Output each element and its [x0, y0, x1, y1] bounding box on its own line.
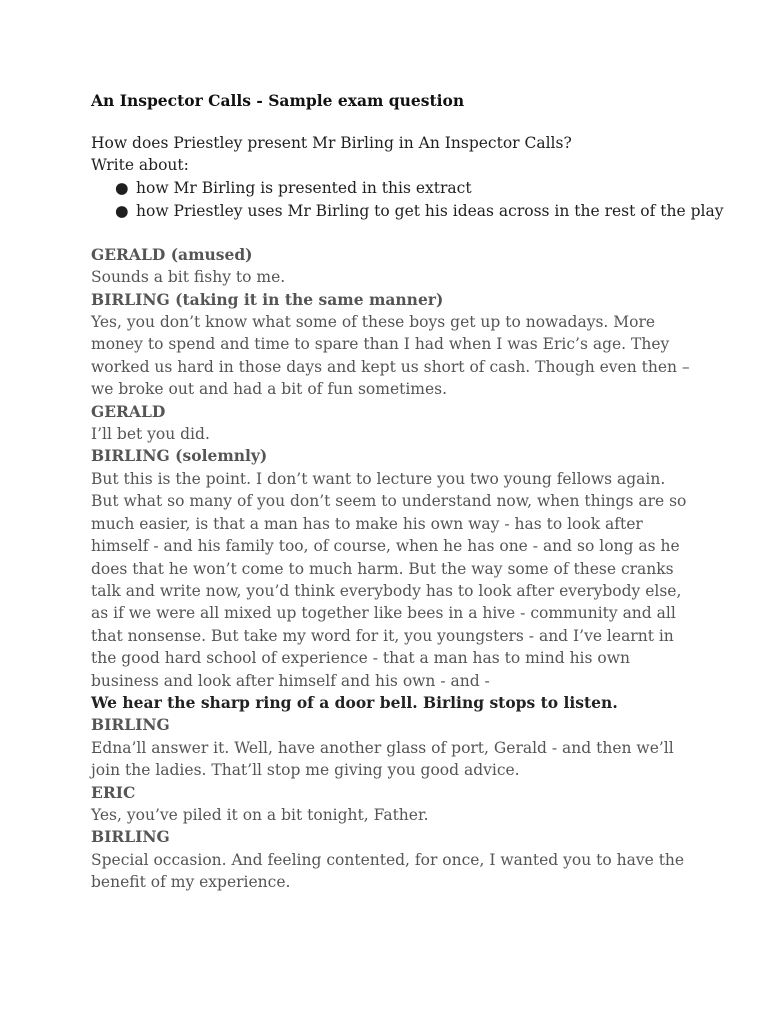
bullet-item — [91, 200, 724, 223]
document-title: An Inspector Calls - Sample exam question — [91, 91, 465, 110]
question-line: How does Priestley present Mr Birling in An Inspector Calls? — [91, 134, 572, 152]
bullet-icon: ● — [115, 201, 129, 220]
speech-line: Special occasion. And feeling contented, for once, I wanted you to have the benefit of my experience. — [91, 850, 685, 892]
speech-line: Yes, you don’t know what some of these boys get up to nowadays. More money to spend and time to spare than I had when I was Eric’s age. They worked us hard in those days and kept us short of cash. Though even then – we broke out and had a bit of fun sometimes. — [91, 313, 690, 399]
document-page — [91, 90, 724, 894]
bullet-item — [91, 177, 691, 200]
speech-line: Edna’ll answer it. Well, have another glass of port, Gerald - and then we’ll join the ladies. That’ll stop me giving you good advice. — [91, 738, 674, 780]
speaker-heading: BIRLING (solemnly) — [91, 446, 268, 466]
speech-line: I’ll bet you did. — [91, 425, 210, 444]
question-line: Write about: — [91, 156, 189, 175]
bullet-text: how Priestley uses Mr Birling to get his ideas across in the rest of the play — [136, 201, 724, 220]
speaker-heading: BIRLING (taking it in the same manner) — [91, 289, 444, 309]
bullet-text: how Mr Birling is presented in this extract — [136, 178, 472, 197]
speech-line: Sounds a bit fishy to me. — [91, 268, 286, 287]
bullet-icon: ● — [115, 178, 129, 197]
question-bullet-list — [91, 177, 724, 223]
stage-direction: We hear the sharp ring of a door bell. Birling stops to listen. — [91, 692, 618, 712]
speaker-heading: GERALD (amused) — [91, 244, 253, 264]
speaker-heading: ERIC — [91, 782, 136, 802]
speech-line: But this is the point. I don’t want to lecture you two young fellows again. But what so many of you don’t seem to understand now, when things are so much easier, is that a man has to make his own way - has to look after himself - and his family too, of course, when he has one - and so long as he does that he won’t come to much harm. But the way some of these cranks talk and write now, you’d think everybody has to look after everybody else, as if we were all mixed up together like bees in a hive - community and all that nonsense. But take my word for it, you youngsters - and I’ve learnt in the good hard school of experience - that a man has to mind his own business and look after himself and his own - and - — [91, 469, 687, 690]
speaker-heading: GERALD — [91, 401, 166, 421]
speaker-heading: BIRLING — [91, 827, 170, 847]
play-extract — [91, 244, 691, 894]
speech-line: Yes, you’ve piled it on a bit tonight, Father. — [91, 805, 429, 824]
exam-question — [91, 132, 724, 223]
speaker-heading: BIRLING — [91, 715, 170, 735]
